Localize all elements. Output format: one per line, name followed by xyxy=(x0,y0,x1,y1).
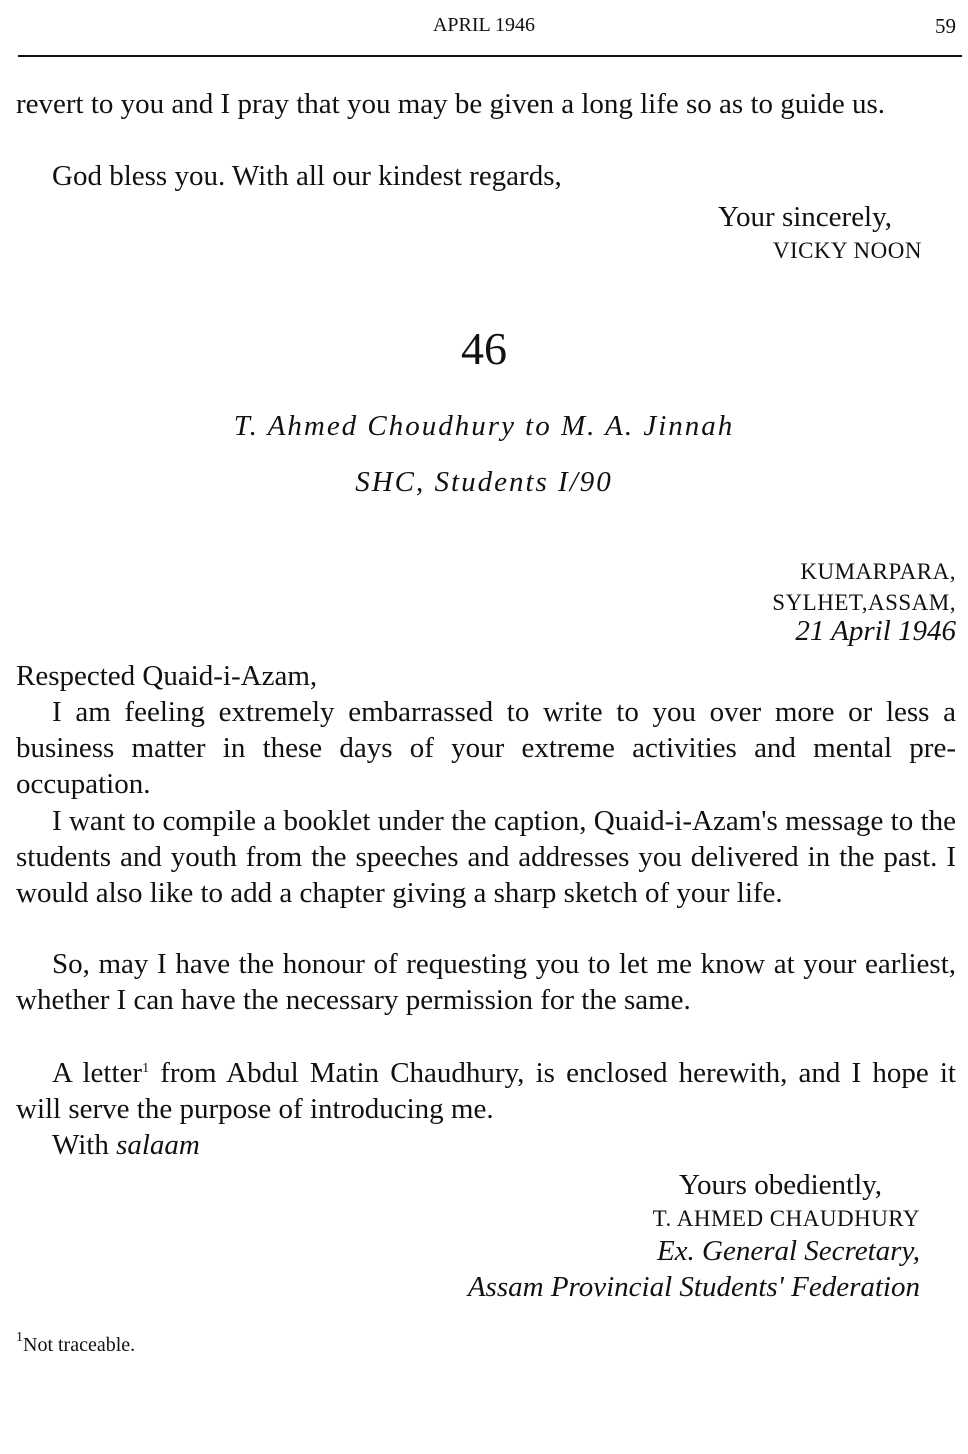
document-title: T. Ahmed Choudhury to M. A. Jinnah xyxy=(233,410,735,442)
signoff-closing: Yours obediently, xyxy=(678,1169,882,1201)
prev-letter-closing: Your sincerely, xyxy=(718,201,892,233)
footnote-text: Not traceable. xyxy=(23,1334,136,1356)
closing-prefix: With xyxy=(52,1129,117,1161)
address-line-2: SYLHET,ASSAM, xyxy=(772,590,956,615)
document-number: 46 xyxy=(461,323,507,374)
prev-letter-text: revert to you and I pray that you may be given a long life so as to guide us. xyxy=(16,88,885,120)
document-source: SHC, Students I/90 xyxy=(355,466,613,498)
letter-paragraph-4 xyxy=(16,1055,956,1127)
para4-rest: from Abdul Matin Chaudhury, is enclosed herewith, and I hope it will serve the purpose of introducing me. xyxy=(16,1057,956,1125)
signoff-organization: Assam Provincial Students' Federation xyxy=(467,1271,920,1303)
running-header xyxy=(0,12,968,46)
letter-salutation: Respected Quaid-i-Azam, xyxy=(16,660,318,692)
letter-paragraph-2: I want to compile a booklet under the caption, Quaid-i-Azam's message to the students and youth from the speeches and addresses you delivered in the past. I would also like to add a chapter giving a sharp sketch of your life. xyxy=(16,805,956,909)
letter-paragraph-1: I am feeling extremely embarrassed to write to you over more or less a business matter in these days of your extreme activities and mental pre-occupation. xyxy=(16,696,956,800)
closing-salaam: salaam xyxy=(116,1129,200,1161)
prev-letter-signature: VICKY NOON xyxy=(772,238,922,263)
footnote-reference: 1 xyxy=(142,1061,150,1076)
signoff-title: Ex. General Secretary, xyxy=(656,1235,920,1267)
address-line-1: KUMARPARA, xyxy=(800,559,956,584)
letter-date: 21 April 1946 xyxy=(795,615,956,647)
footnote xyxy=(16,1330,136,1357)
prev-letter-regards: God bless you. With all our kindest regards, xyxy=(52,160,562,192)
header-rule xyxy=(18,55,962,57)
header-title: APRIL 1946 xyxy=(432,14,536,36)
letter-closing xyxy=(16,1127,956,1163)
signoff-name: T. AHMED CHAUDHURY xyxy=(652,1206,920,1231)
page-number: 59 xyxy=(935,14,956,38)
para4-start: A letter xyxy=(52,1057,143,1089)
footnote-marker: 1 xyxy=(16,1330,23,1345)
letter-paragraph-3: So, may I have the honour of requesting you to let me know at your earliest, whether I can have the necessary permission for the same. xyxy=(16,948,956,1016)
